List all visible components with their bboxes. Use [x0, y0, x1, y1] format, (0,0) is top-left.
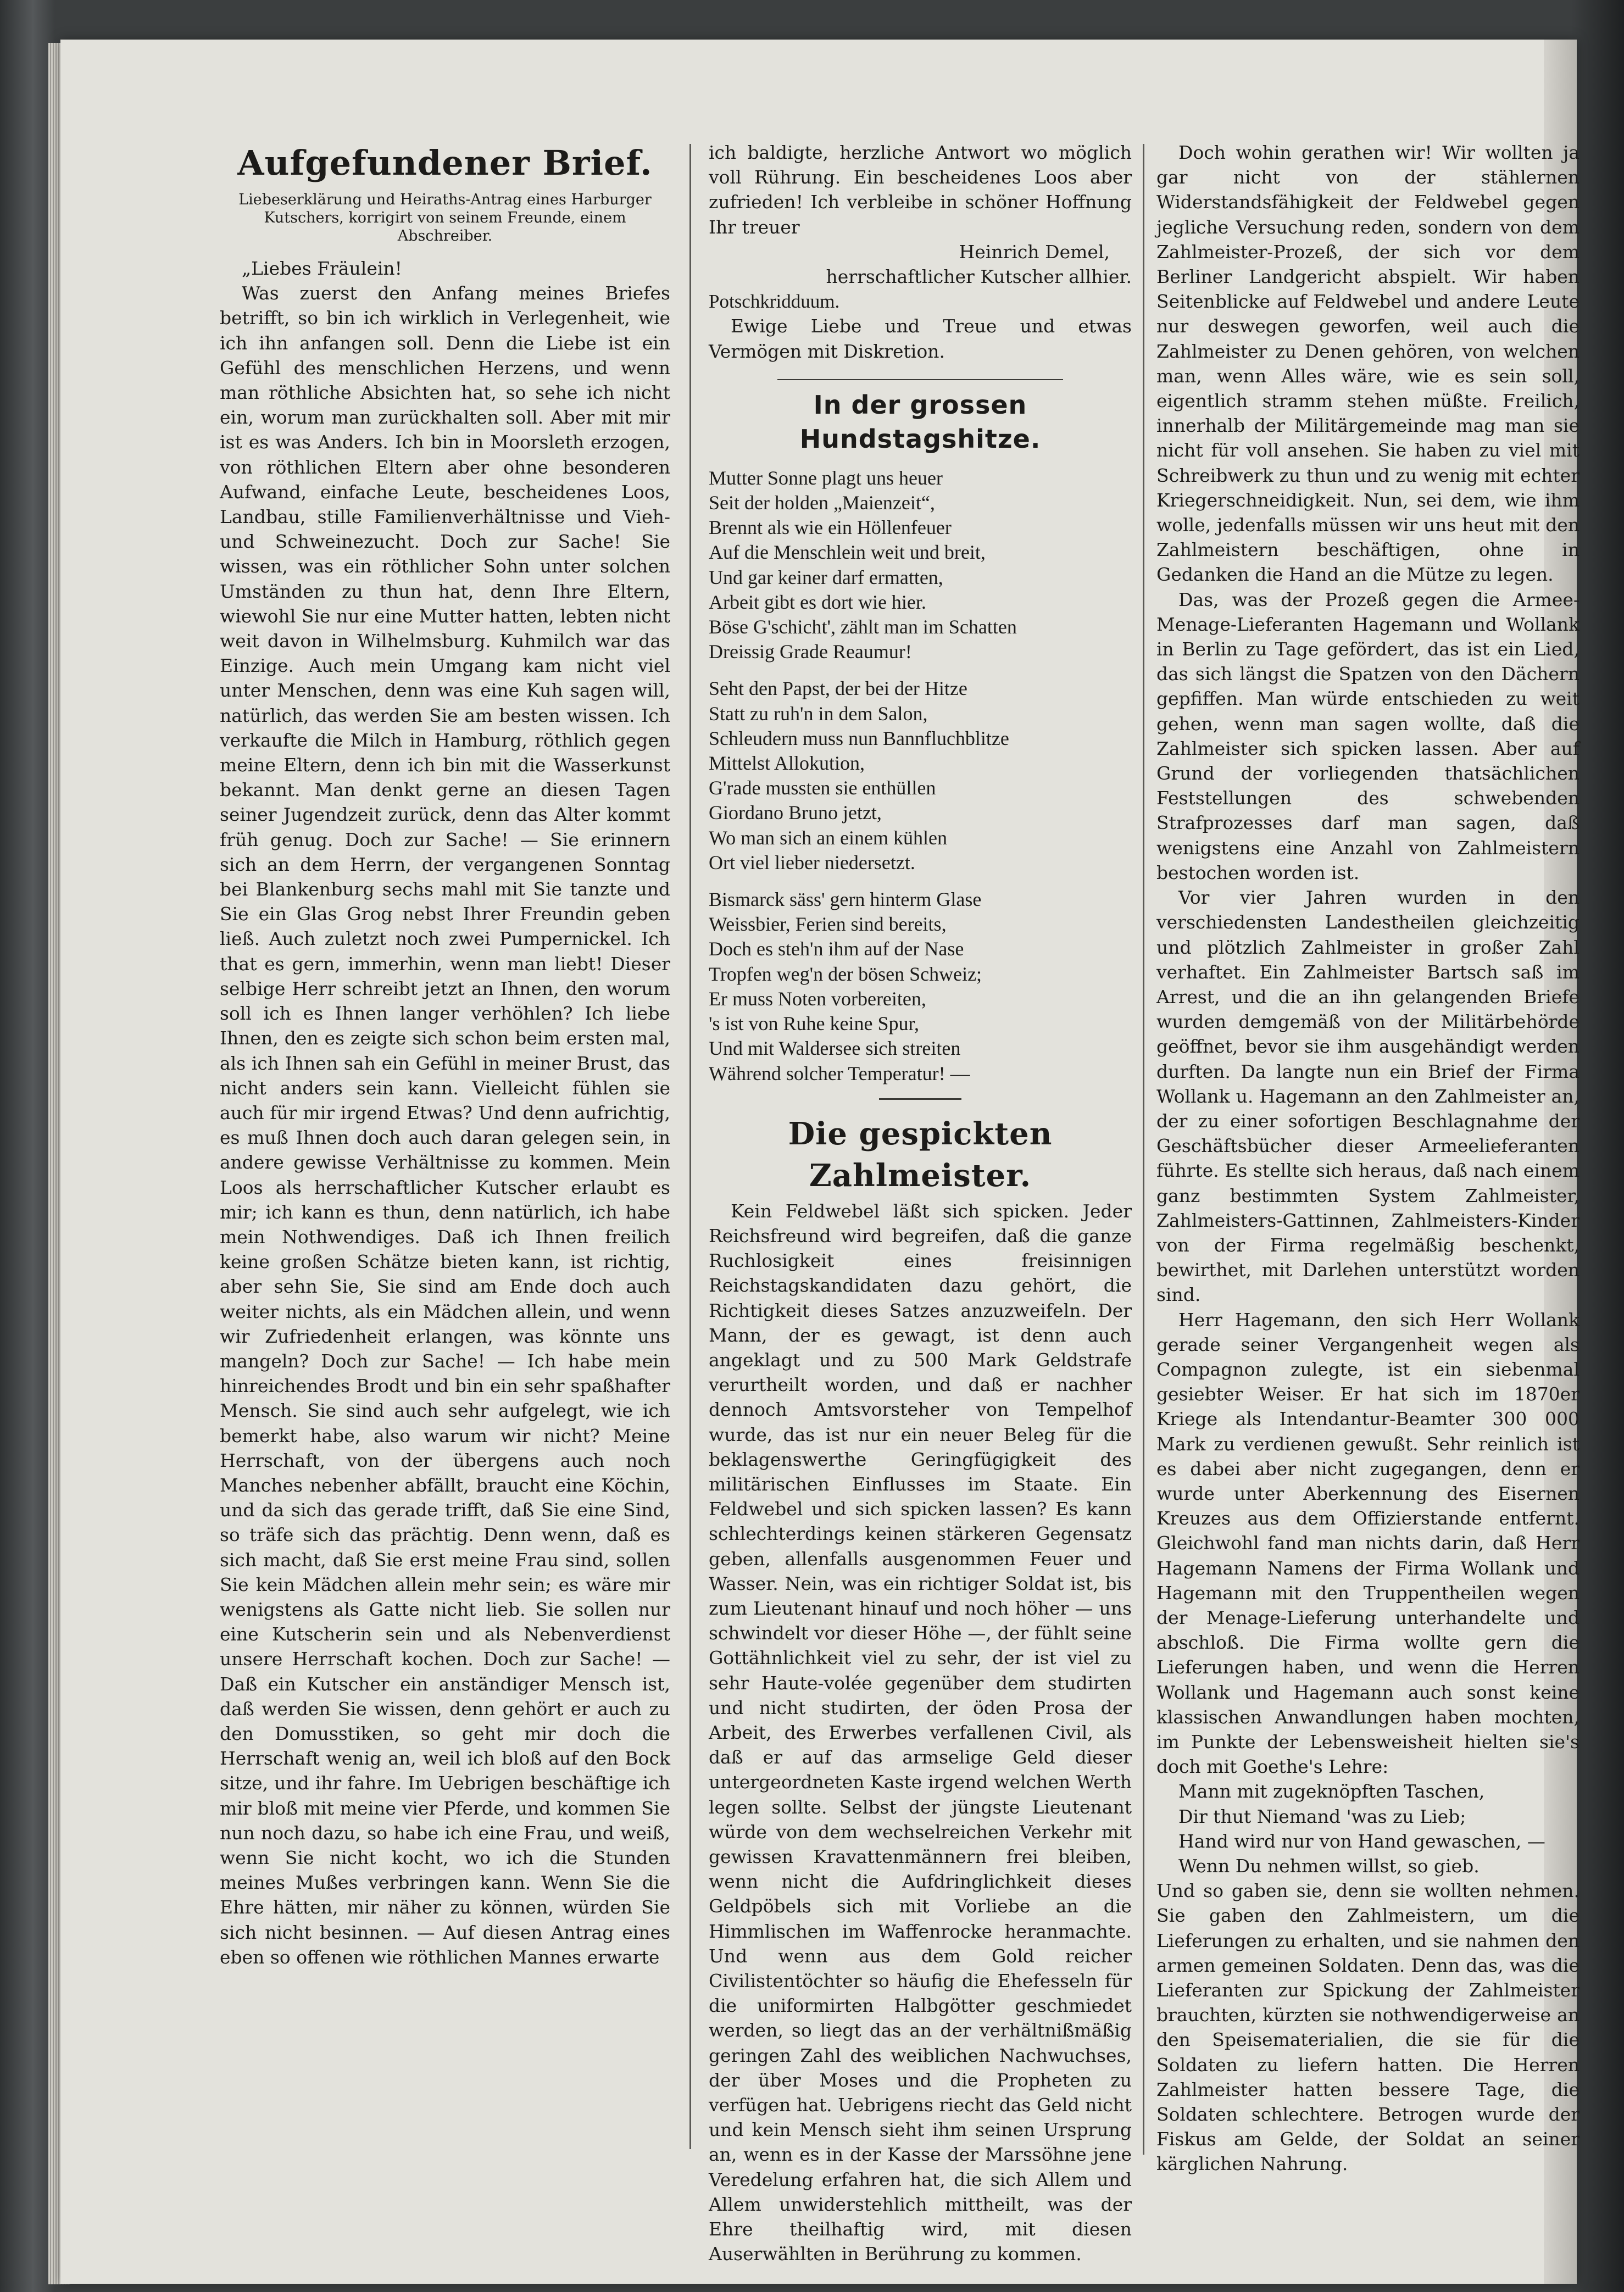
poem-stanza: [709, 466, 1132, 665]
poem-line: Bismarck säss' gern hinterm Glase: [709, 888, 982, 911]
poem-line: Und gar keiner darf ermatten,: [709, 566, 943, 588]
article2-paragraph: Und so gaben sie, denn sie wollten nehmen. Sie gaben den Zahlmeistern, um die Lieferungen zu erhalten, und sie nahmen den armen gemeinen Soldaten. Denn das, was die Lieferanten zur Spickung der Zahlmeister brauchten, kürzten sie nothwendigerweise an den Speisematerialien, die sie für die Soldaten zu liefern hatten. Die Herren Zahlmeister hatten bessere Tage, die Soldaten schlechtere. Betrogen wurde der Fiskus am Gelde, der Soldat an seiner kärglichen Nahrung.: [1156, 1880, 1579, 2175]
poem-line: Er muss Noten vorbereiten,: [709, 987, 926, 1010]
column-right: [1156, 140, 1579, 2177]
poem-line: Ort viel lieber niedersetzt.: [709, 851, 915, 874]
letter-salutation: „Liebes Fräulein!: [242, 258, 402, 279]
poem-line: Arbeit gibt es dort wie hier.: [709, 591, 926, 613]
poem-line: Statt zu ruh'n in dem Salon,: [709, 702, 928, 725]
column-left: [220, 140, 670, 1970]
letter-body: Was zuerst den Anfang meines Briefes betrifft, so bin ich wirklich in Verlegenheit, wie ich ihn anfangen soll. Denn die Liebe ist ein Gefühl des menschlichen Herzens, und wenn man röthliche Absichten hat, so sehe ich nicht ein, worum man zurückhalten soll. Aber mit mir ist es was Anders. Ich bin in Moorsleth erzogen, von röthlichen Eltern aber ohne besonderen Aufwand, einfache Leute, bescheidenes Loos, Landbau, stille Familienverhältnisse und Vieh- und Schweinezucht. Doch zur Sache! Sie wissen, was ein röthlicher Sohn unter solchen Umständen zu thun hat, denn Ihre Eltern, wiewohl Sie nur eine Mutter hatten, lebten nicht weit davon in Wilhelmsburg. Kuhmilch war das Einzige. Auch mein Umgang kam nicht viel unter Menschen, denn was eine Kuh sagen will, natürlich, das werden Sie am besten wissen. Ich verkaufte die Milch in Hamburg, röthlich gegen meine Eltern, denn ich bin mit die Wasserkunst bekannt. Man denkt gerne an diesen Tagen seiner Jugendzeit zurück, denn das Alter kommt früh genug. Doch zur Sache! — Sie erinnern sich an dem Herrn, der vergangenen Sonntag bei Blankenburg sechs mahl mit Sie tanzte und Sie ein Glas Grog nebst Ihrer Freundin geben ließ. Auch zuletzt noch zwei Pumpernickel. Ich that es gern, immerhin, wenn man liebt! Dieser selbige Herr schreibt jetzt an Ihnen, den worum soll ich es Ihnen langer verhöhlen? Ich liebe Ihnen, den es zeigte sich schon beim ersten mal, als ich Ihnen sah ein Gefühl in meiner Brust, das nicht anders sein kann. Vielleicht fühlen sie auch für mir irgend Etwas? Und denn aufrichtig, es muß Ihnen doch auch daran gelegen sein, in andere gewisse Verhältnisse zu kommen. Mein Loos als herrschaftlicher Kutscher erlaubt es mir; ich kann es thun, denn natürlich, ich habe mein Nothwendiges. Daß ich Ihnen freilich keine großen Schätze bieten kann, ist richtig, aber sehn Sie, Sie sind am Ende doch auch weiter nichts, als ein Mädchen allein, und wenn wir Zufriedenheit erlangen, was könnte uns mangeln? Doch zur Sache! — Ich habe mein hinreichendes Brodt und bin ein sehr spaßhafter Mensch. Sie sind auch sehr aufgelegt, wie ich bemerkt habe, also warum wir nicht? Meine Herrschaft, von der übergens auch noch Manches nebenher abfällt, braucht eine Köchin, und da sich das gerade trifft, daß Sie eine Sind, so träfe sich das prächtig. Denn wenn, daß es sich macht, daß Sie erst meine Frau sind, sollen Sie kein Mädchen allein mehr sein; es wäre mir wenigstens als Gatte nicht lieb. Sie sollen nur eine Kutscherin sein und als Nebenverdienst unsere Herrschaft kochen. Doch zur Sache! — Daß ein Kutscher ein anständiger Mensch ist, daß werden Sie wissen, denn gehört er auch zu den Domusstiken, so geht mir doch die Herrschaft wenig an, weil ich bloß auf den Bock sitze, und ihr fahre. Im Uebrigen beschäftige ich mir bloß mit meine vier Pferde, und kommen Sie nun noch dazu, so habe ich eine Frau, und weiß, wenn Sie nicht kocht, wo ich die Stunden meines Mußes verbringen kann. Wenn Sie die Ehre hätten, mir näher zu können, würden Sie sich nicht besinnen. — Auf diesen Antrag eines eben so offenen wie röthlichen Mannes erwarte: [220, 282, 670, 1968]
article1-subtitle: Liebeserklärung und Heiraths-Antrag eines Harburger Kutschers, korrigirt von seinem Freunde, einem Abschreiber.: [238, 191, 652, 244]
poem-line: G'rade mussten sie enthüllen: [709, 777, 936, 799]
poem-line: Dreissig Grade Reaumur!: [709, 641, 912, 663]
poem-line: Wo man sich an einem kühlen: [709, 826, 947, 849]
verse-line: Hand wird nur von Hand gewaschen, —: [1178, 1830, 1545, 1852]
section-divider: [879, 1098, 961, 1100]
letter-signature-role: herrschaftlicher Kutscher allhier.: [826, 266, 1132, 288]
verse-line: Mann mit zugeknöpften Taschen,: [1178, 1781, 1485, 1803]
poem-line: Seht den Papst, der bei der Hitze: [709, 677, 967, 700]
poem: [709, 466, 1132, 1086]
poem-stanza: [709, 887, 1132, 1086]
article2-paragraph: Vor vier Jahren wurden in den verschiedensten Landestheilen gleichzeitig und plötzlich Zahlmeister in großer Zahl verhaftet. Ein Zahlmeister Bartsch saß im Arrest, und die an ihn gelangenden Briefe wurden demgemäß von der Militärbehörde geöffnet, bevor sie ihm ausgehändigt werden durften. Da langte nun ein Brief der Firma Wollank u. Hagemann an den Zahlmeister an, der zu einer sofortigen Beschlagnahme der Geschäftsbücher dieser Armeelieferanten führte. Es stellte sich heraus, daß nach einem ganz bestimmten System Zahlmeister, Zahlmeisters-Gattinnen, Zahlmeisters-Kinder von der Firma regelmäßig beschenkt, bewirthet, mit Darlehen unterstützt worden sind.: [1156, 887, 1579, 1306]
article2-body-middle: Kein Feldwebel läßt sich spicken. Jeder Reichsfreund wird begreifen, daß die ganze Ruchlosigkeit eines freisinnigen Reichstagskandidaten dazu gehört, die Richtigkeit dieses Satzes anzuzweifeln. Der Mann, der es gewagt, ist denn auch angeklagt und zu 500 Mark Geldstrafe verurtheilt worden, und daß er nachher dennoch Amtsvorsteher von Tempelhof wurde, das ist nur ein neuer Beleg für die beklagenswerthe Geringfügigkeit des militärischen Einflusses im Staate. Ein Feldwebel und sich spicken lassen? Es kann schlechterdings keinen stärkeren Gegensatz geben, allenfalls ausgenommen Feuer und Wasser. Nein, was ein richtiger Soldat ist, bis zum Lieutenant hinauf und noch höher — uns schwindelt vor dieser Höhe —, der fühlt seine Gottähnlichkeit viel zu sehr, der ist viel zu sehr Haute-volée gegenüber dem studirten und nicht studirten, der öden Prosa der Arbeit, des Erwerbes verfallenen Civil, als daß er auf das armselige Geld dieser untergeordneten Kaste irgend welchen Werth legen sollte. Selbst der jüngste Lieutenant würde von dem wechselreichen Verkehr mit gewissen Kravattenmännern frei bleiben, wenn nicht die Aufdringlichkeit dieses Geldpöbels sich mit Vorliebe an die Himmlischen im Waffenrocke heranmachte. Und wenn aus dem Gold reicher Civilistentöchter so häufig die Ehefesseln für die uniformirten Halbgötter geschmiedet werden, so liegt das an der verhältnißmäßig geringen Zahl des weiblichen Nachwuchses, der über Moses und die Propheten zu verfügen hat. Uebrigens riecht das Geld nicht und kein Mensch sieht ihm seinen Ursprung an, wenn es in der Kasse der Marssöhne jene Veredelung erfahren hat, die sich Allem und Allem unwiderstehlich mittheilt, was der Ehre theilhaftig wird, mit diesen Auserwählten in Berührung zu kommen.: [709, 1200, 1132, 2265]
verse-line: Dir thut Niemand 'was zu Lieb;: [1178, 1805, 1466, 1827]
column-rule-left: [689, 144, 691, 2149]
article1-title: Aufgefundener Brief.: [237, 143, 653, 183]
poem-line: Brennt als wie ein Höllenfeuer: [709, 516, 952, 539]
letter-signature-name: Heinrich Demel,: [959, 241, 1110, 263]
letter-continuation: ich baldigte, herzliche Antwort wo möglich voll Rührung. Ein bescheidenes Loos aber zufrieden! Ich verbleibe in schöner Hoffnung Ihr treuer: [709, 142, 1132, 238]
column-middle: [709, 140, 1132, 2266]
poem-line: Während solcher Temperatur! —: [709, 1062, 970, 1084]
poem-line: Schleudern muss nun Bannfluchblitze: [709, 727, 1009, 749]
article2-title: Die gespickten Zahlmeister.: [788, 1115, 1053, 1194]
section-divider: [777, 379, 1063, 380]
article2-paragraph: Das, was der Prozeß gegen die Armee-Menage-Lieferanten Hagemann und Wollank in Berlin zu Tage gefördert, das ist ein Lied, das sich längst die Spatzen von den Dächern gepfiffen. Man würde entschieden zu weit gehen, wenn man sagen wollte, daß die Zahlmeister sich spicken lassen. Aber auf Grund der vorliegenden thatsächlichen Feststellungen des schwebenden Strafprozesses darf man sagen, daß wenigstens eine Anzahl von Zahlmeistern bestochen worden ist.: [1156, 588, 1579, 883]
poem-line: 's ist von Ruhe keine Spur,: [709, 1013, 920, 1035]
letter-postscript-label: Potschkridduum.: [709, 291, 840, 313]
poem-line: Und mit Waldersee sich streiten: [709, 1037, 961, 1060]
poem-line: Mutter Sonne plagt uns heuer: [709, 466, 943, 489]
poem-line: Giordano Bruno jetzt,: [709, 802, 882, 824]
poem-line: Doch es steh'n ihm auf der Nase: [709, 938, 964, 960]
poem-line: Weissbier, Ferien sind bereits,: [709, 913, 947, 936]
poem-line: Mittelst Allokution,: [709, 752, 865, 775]
poem-line: Böse G'schicht', zählt man im Schatten: [709, 616, 1017, 638]
article2-paragraph: Herr Hagemann, den sich Herr Wollank gerade seiner Vergangenheit wegen als Compagnon zulegte, ist ein siebenmal gesiebter Weiser. Er hat sich im 1870er Kriege als Intendantur-Beamter 300 000 Mark zu verdienen gewußt. Sehr reinlich ist es dabei aber nicht zugegangen, denn er wurde unter Aberkennung des Eisernen Kreuzes aus dem Offizierstande entfernt. Gleichwohl fand man nichts darin, daß Herr Hagemann Namens der Firma Wollank und Hagemann mit den Truppentheilen wegen der Menage-Lieferung unterhandelte und abschloß. Die Firma wollte gern die Lieferungen haben, und wenn die Herren Wollank und Hagemann auch sonst keine klassischen Anwandlungen haben mochten, im Punkte der Lebensweisheit hielten sie's doch mit Goethe's Lehre:: [1156, 1309, 1579, 1778]
poem-line: Seit der holden „Maienzeit“,: [709, 492, 935, 514]
goethe-verse: [1178, 1779, 1579, 1878]
poem-line: Tropfen weg'n der bösen Schweiz;: [709, 963, 982, 985]
column-rule-right: [1143, 144, 1144, 2155]
verse-line: Wenn Du nehmen willst, so gieb.: [1178, 1855, 1480, 1877]
poem-title: In der grossen Hundstagshitze.: [799, 390, 1041, 454]
poem-line: Auf die Menschlein weit und breit,: [709, 541, 986, 564]
poem-stanza: [709, 676, 1132, 875]
article2-paragraph: Doch wohin gerathen wir! Wir wollten ja gar nicht von der stählernen Widerstandsfähigkeit der Feldwebel gegen jegliche Versuchung reden, sondern von dem Zahlmeister-Prozeß, der sich vor dem Berliner Landgericht abspielt. Wir haben Seitenblicke auf Feldwebel und andere Leute nur deswegen geworfen, weil auch die Zahlmeister zu Denen gehören, von welchen man, wenn Alles wäre, wie es sein soll, eigentlich stramm stehen müßte. Freilich, innerhalb der Militärgemeinde mag man sie nicht für voll ansehen. Sie haben zu viel mit Schreibwerk zu thun und zu wenig mit echter Kriegerschneidigkeit. Nun, sei dem, wie ihm wolle, jedenfalls müssen wir uns heut mit den Zahlmeistern beschäftigen, ohne in Gedanken die Hand an die Mütze zu legen.: [1156, 142, 1579, 586]
letter-postscript: Ewige Liebe und Treue und etwas Vermögen mit Diskretion.: [709, 315, 1132, 362]
